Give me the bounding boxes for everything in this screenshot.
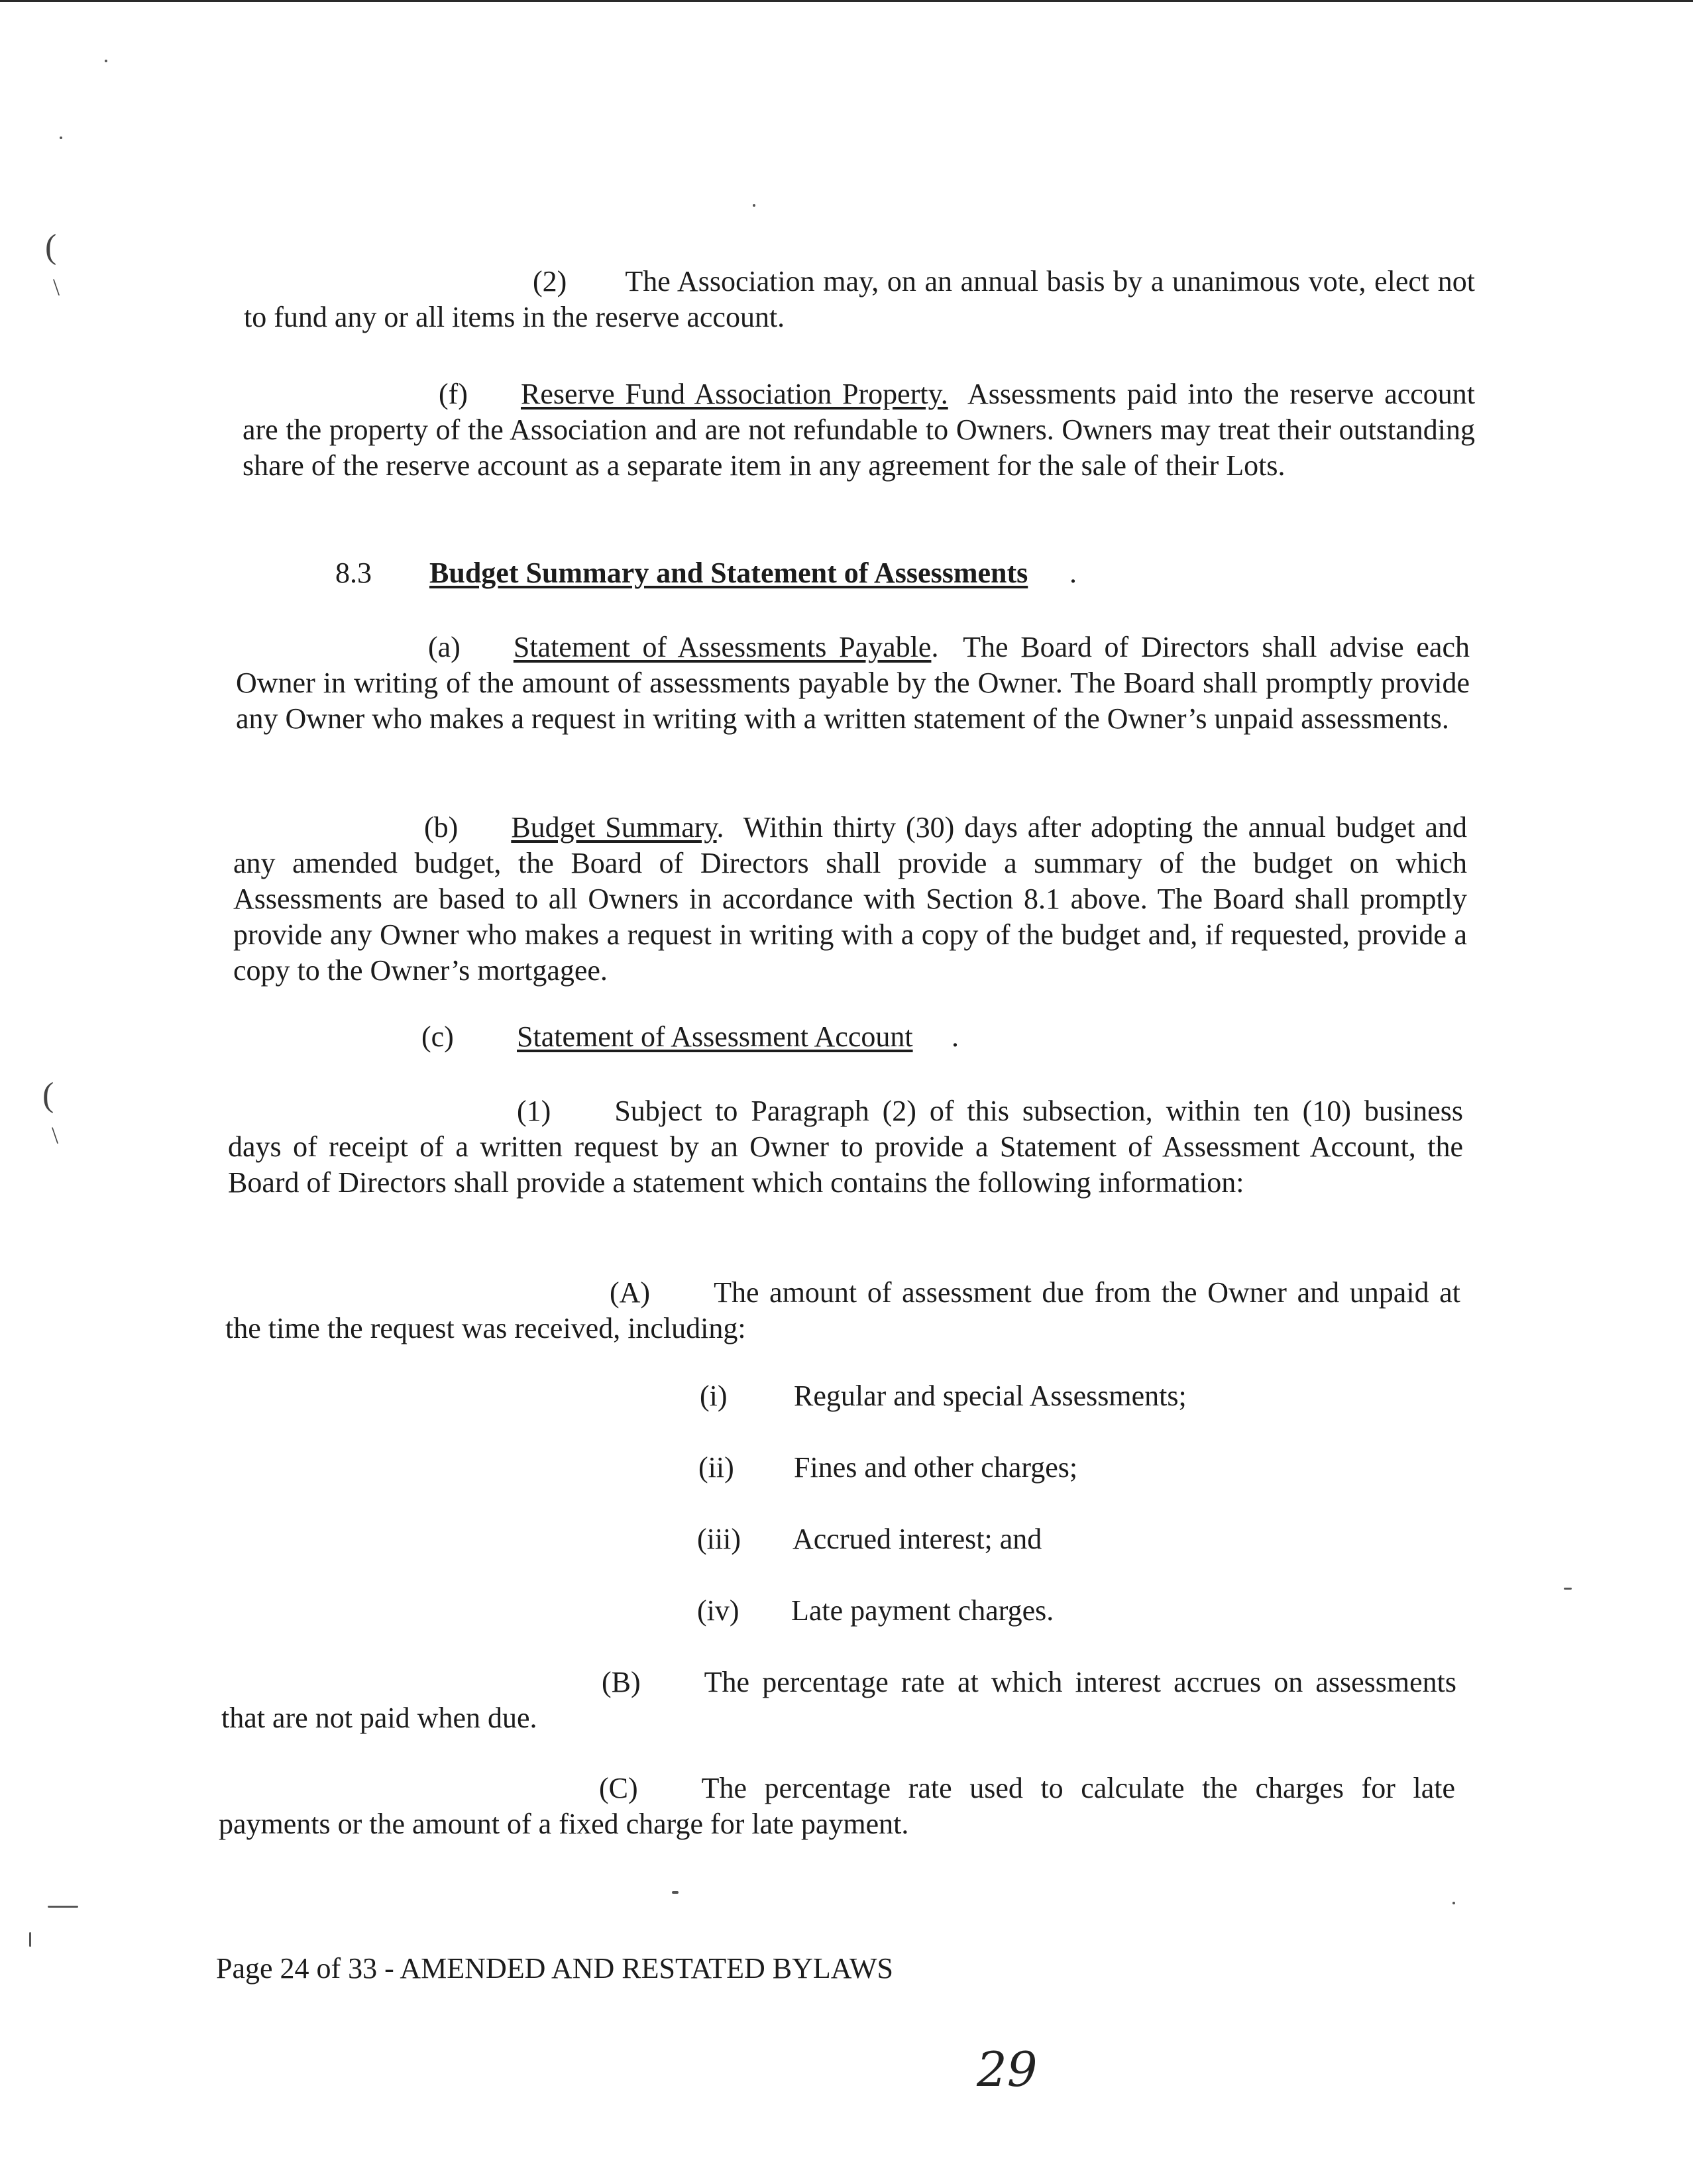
scan-speck xyxy=(753,204,755,207)
margin-mark: \ xyxy=(53,274,60,300)
paragraph-f xyxy=(243,376,1475,484)
paragraph-label: (a) xyxy=(428,631,461,663)
paragraph-text: Within thirty (30) days after adopting the annual budget and any amended budget, the Board of Directors shall provide a summary of the budget on which Assessments are based to all Owners in accordance with Section 8.1 above. The Board shall promptly provide any Owner who makes a request in writing with a copy of the budget and, if requested, provide a copy to the Owner’s mortgagee. xyxy=(233,811,1467,987)
section-heading: Statement of Assessment Account xyxy=(517,1020,913,1053)
page-footer: Page 24 of 33 - AMENDED AND RESTATED BYLAWS xyxy=(216,1952,894,1985)
paragraph-label: (A) xyxy=(610,1276,651,1309)
paragraph-text: The percentage rate used to calculate the charges for late payments or the amount of a fixed charge for late payment. xyxy=(219,1772,1455,1840)
paragraph-label: (2) xyxy=(533,265,567,298)
list-item-text: Fines and other charges; xyxy=(794,1451,1078,1484)
paragraph-B xyxy=(221,1665,1456,1736)
paragraph-text: Subject to Paragraph (2) of this subsection, within ten (10) business days of receipt of a written request by an Owner to provide a Statement of Assessment Account, the Board of Directors shall provide a statement which contains the following information: xyxy=(228,1095,1463,1199)
list-item-label: (i) xyxy=(700,1380,728,1412)
scan-speck xyxy=(105,60,107,62)
list-item-text: Accrued interest; and xyxy=(792,1523,1042,1555)
list-item-label: (ii) xyxy=(698,1451,734,1484)
paragraph-b: (b) Budget Summary. Within thirty (30) days after adopting the annual budget and any amended budget, the Board of Directors shall provide a summary of the budget on which Assessments are based to all Owners in accordance with Section 8.1 above. The Board shall promptly provide any Owner who makes a request in writing with a copy of the budget and, if requested, provide a copy to the Owner’s mortgagee. xyxy=(233,811,1467,987)
list-item-label: (iii) xyxy=(697,1523,741,1555)
section-heading: Statement of Assessments Payable xyxy=(513,631,932,663)
paragraph-C xyxy=(219,1771,1455,1842)
list-item-label: (iv) xyxy=(697,1594,739,1627)
paragraph-label: (f) xyxy=(439,378,468,410)
paragraph-text: The Association may, on an annual basis by a unanimous vote, elect not to fund any or all items in the reserve account. xyxy=(244,265,1475,333)
section-heading-period: . xyxy=(952,1020,959,1053)
paragraph-a: (a) Statement of Assessments Payable. The Board of Directors shall advise each Owner in writing of the amount of assessments payable by the Owner. The Board shall promptly provide any Owner who makes a request in writing with a written statement of the Owner’s unpaid assessments. xyxy=(236,631,1470,735)
paragraph-text: The percentage rate at which interest accrues on assessments that are not paid when due. xyxy=(221,1666,1456,1734)
paragraph-text: Assessments paid into the reserve account are the property of the Association and are not refundable to Owners. Owners may treat their outstanding share of the reserve account as a separate item in any agreement for the sale of their Lots. xyxy=(243,378,1476,482)
paragraph-2 xyxy=(244,264,1475,335)
list-item-text: Late payment charges. xyxy=(791,1594,1054,1627)
paragraph-label: (1) xyxy=(517,1095,551,1127)
scan-speck xyxy=(48,1906,78,1908)
paragraph-label: (b) xyxy=(424,811,459,844)
paragraph-label: (c) xyxy=(421,1020,454,1053)
scan-speck xyxy=(1452,1902,1455,1904)
section-title: Budget Summary and Statement of Assessments xyxy=(429,557,1028,589)
paragraph-label: (C) xyxy=(599,1772,638,1804)
section-heading: Reserve Fund Association Property. xyxy=(520,378,948,410)
paragraph-c1 xyxy=(228,1093,1463,1201)
section-heading: Budget Summary xyxy=(511,811,717,844)
list-item-text: Regular and special Assessments; xyxy=(794,1380,1187,1412)
paragraph-A xyxy=(225,1275,1460,1346)
paragraph-label: (B) xyxy=(602,1666,641,1698)
margin-mark: \ xyxy=(52,1122,59,1148)
scan-speck xyxy=(60,136,62,139)
paragraph-text: The Board of Directors shall advise each Owner in writing of the amount of assessments payable by the Owner. The Board shall promptly provide any Owner who makes a request in writing with a written statement of the Owner’s unpaid assessments. xyxy=(236,631,1470,735)
scan-speck xyxy=(672,1891,679,1894)
section-number: 8.3 xyxy=(335,557,372,589)
margin-mark: ( xyxy=(45,228,57,266)
top-border xyxy=(0,0,1693,2)
margin-mark: ( xyxy=(42,1076,54,1114)
handwritten-page-number: 29 xyxy=(977,2042,1038,2097)
scan-speck xyxy=(29,1932,31,1947)
paragraph-text: The amount of assessment due from the Owner and unpaid at the time the request was received, including: xyxy=(225,1276,1460,1344)
section-title-period: . xyxy=(1069,557,1077,589)
scan-speck xyxy=(1564,1588,1572,1590)
